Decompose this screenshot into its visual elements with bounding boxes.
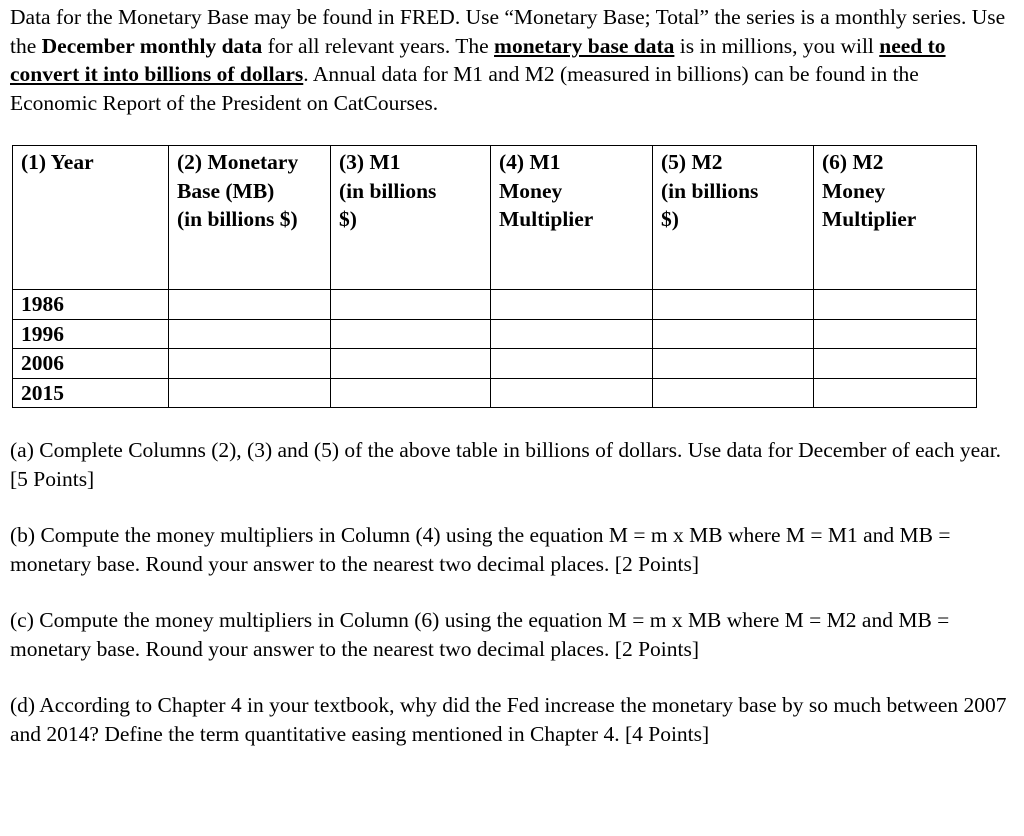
- question-d: (d) According to Chapter 4 in your textbook, why did the Fed increase the monetary base by so much between 2007 and 2014? Define the term quantitative easing mentioned in Chapter 4. [4 Points]: [10, 693, 1007, 746]
- table-header-row: [13, 146, 977, 290]
- year-cell: 1996: [13, 319, 169, 349]
- answer-cell[interactable]: [814, 349, 977, 379]
- table-row: [13, 349, 977, 379]
- year-cell: 1986: [13, 290, 169, 320]
- answer-cell[interactable]: [491, 319, 653, 349]
- table-row: [13, 290, 977, 320]
- answer-cell[interactable]: [814, 319, 977, 349]
- answer-cell[interactable]: [653, 319, 814, 349]
- question-c: (c) Compute the money multipliers in Column (6) using the equation M = m x MB where M = M2 and MB = monetary base. Round your answer to the nearest two decimal places. [2 Points]: [10, 608, 950, 661]
- intro-bold-december: December monthly data: [41, 33, 263, 58]
- answer-cell[interactable]: [491, 349, 653, 379]
- header-m2: (5) M2 (in billions $): [653, 146, 814, 290]
- year-cell: 2006: [13, 349, 169, 379]
- answer-cell[interactable]: [331, 319, 491, 349]
- answer-cell[interactable]: [169, 319, 331, 349]
- answer-cell[interactable]: [331, 349, 491, 379]
- header-m2-multiplier: (6) M2 Money Multiplier: [814, 146, 977, 290]
- question-b: (b) Compute the money multipliers in Column (4) using the equation M = m x MB where M = M1 and MB = monetary base. Round your answer to the nearest two decimal places. [2 Points]: [10, 523, 951, 576]
- instructions-paragraph: [10, 3, 1010, 117]
- answer-cell[interactable]: [653, 378, 814, 408]
- intro-text-3: is in millions, you will: [674, 33, 880, 58]
- intro-text-2: for all relevant years. The: [262, 33, 495, 58]
- year-cell: 2015: [13, 378, 169, 408]
- answer-cell[interactable]: [331, 290, 491, 320]
- intro-bold-convert: need to convert it into billions of dollars: [10, 33, 946, 86]
- intro-text-1: Data for the Monetary Base may be found in FRED. Use “Monetary Base; Total” the series is a monthly series. Use the: [10, 5, 1006, 58]
- question-a: (a) Complete Columns (2), (3) and (5) of the above table in billions of dollars. Use data for December of each year. [5 Points]: [10, 438, 1002, 491]
- header-m1: (3) M1 (in billions $): [331, 146, 491, 290]
- answer-cell[interactable]: [169, 290, 331, 320]
- answer-cell[interactable]: [331, 378, 491, 408]
- data-table: [12, 145, 977, 408]
- header-monetary-base: (2) Monetary Base (MB) (in billions $): [169, 146, 331, 290]
- table-row: [13, 319, 977, 349]
- intro-bold-monetary-base-data: monetary base data: [494, 33, 675, 58]
- answer-cell[interactable]: [814, 290, 977, 320]
- answer-cell[interactable]: [814, 378, 977, 408]
- table-row: [13, 378, 977, 408]
- answer-cell[interactable]: [169, 349, 331, 379]
- header-m1-multiplier: (4) M1 Money Multiplier: [491, 146, 653, 290]
- header-year: (1) Year: [13, 146, 169, 290]
- answer-cell[interactable]: [653, 290, 814, 320]
- answer-cell[interactable]: [653, 349, 814, 379]
- answer-cell[interactable]: [491, 290, 653, 320]
- intro-text-4: . Annual data for M1 and M2 (measured in billions) can be found in the Economic Report of the President on CatCourses.: [10, 62, 919, 115]
- answer-cell[interactable]: [169, 378, 331, 408]
- answer-cell[interactable]: [491, 378, 653, 408]
